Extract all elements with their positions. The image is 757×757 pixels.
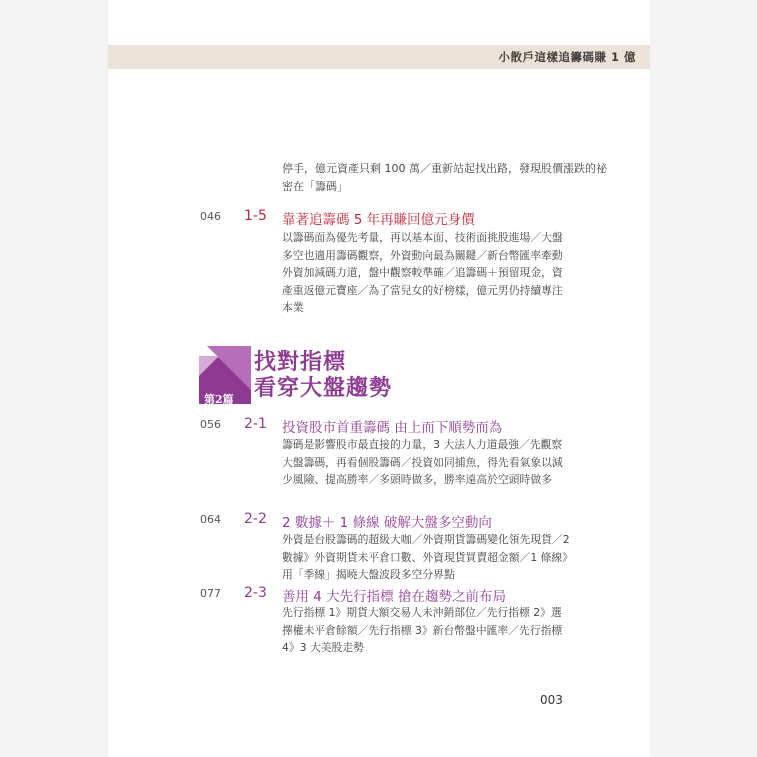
toc-chapter-description: 先行指標 1》期貨大額交易人未沖銷部位／先行指標 2》選擇權未平倉餘額／先行指標 3》新台幣盤中匯率／先行指標 4》3 大美股走勢 (282, 606, 563, 654)
toc-chapter-description: 籌碼是影響股市最直接的力量，3 大法人力道最強／先觀察大盤籌碼，再看個股籌碼／投資如同捕魚，得先看氣象以減少風險、提高勝率／多頭時做多，勝率遠高於空頭時做多 (282, 438, 563, 486)
toc-page-number: 077 (200, 587, 221, 600)
section-badge-label: 第2篇 (204, 393, 234, 406)
toc-chapter-description: 以籌碼面為優先考量，再以基本面、技術面挑股進場／大盤多空也適用籌碼觀察，外資動向最為關鍵／新台幣匯率牽動外資加減碼力道，盤中觀察較準確／追籌碼＋預留現金，資產重返億元寶座／為了當兒女的好榜樣，億元男仍持續專注本業 (282, 231, 563, 314)
section-title (254, 350, 392, 402)
section-title-line-2: 看穿大盤趨勢 (254, 376, 393, 401)
toc-chapter-title: 善用 4 大先行指標 搶在趨勢之前布局 (282, 589, 506, 605)
continued-description: 停手，億元資產只剩 100 萬／重新站起找出路，發現股價漲跌的祕密在「籌碼」 (282, 162, 607, 193)
toc-chapter-number: 2-1 (244, 416, 267, 432)
toc-chapter-number: 1-5 (244, 208, 267, 224)
toc-chapter-number: 2-3 (244, 585, 267, 601)
toc-chapter-title: 2 數據＋ 1 條線 破解大盤多空動向 (282, 515, 492, 531)
toc-chapter-title: 投資股市首重籌碼 由上而下順勢而為 (282, 420, 503, 436)
book-page (108, 0, 650, 757)
toc-chapter-description: 外資是台股籌碼的超級大咖／外資期貨籌碼變化領先現貨／2 數據》外資期貨未平倉口數、外資現貨買賣超金額／1 條線》用「季線」揭曉大盤波段多空分界點 (282, 533, 570, 581)
toc-chapter-number: 2-2 (244, 511, 267, 527)
toc-chapter-title: 靠著追籌碼 5 年再賺回億元身價 (282, 212, 475, 228)
page-number: 003 (540, 693, 563, 707)
running-header-bar (108, 45, 650, 69)
toc-page-number: 046 (200, 210, 221, 223)
toc-page-number: 064 (200, 513, 221, 526)
running-header-title: 小散戶這樣追籌碼賺 1 億 (498, 50, 636, 64)
toc-page-number: 056 (200, 418, 221, 431)
section-title-line-1: 找對指標 (254, 350, 347, 375)
